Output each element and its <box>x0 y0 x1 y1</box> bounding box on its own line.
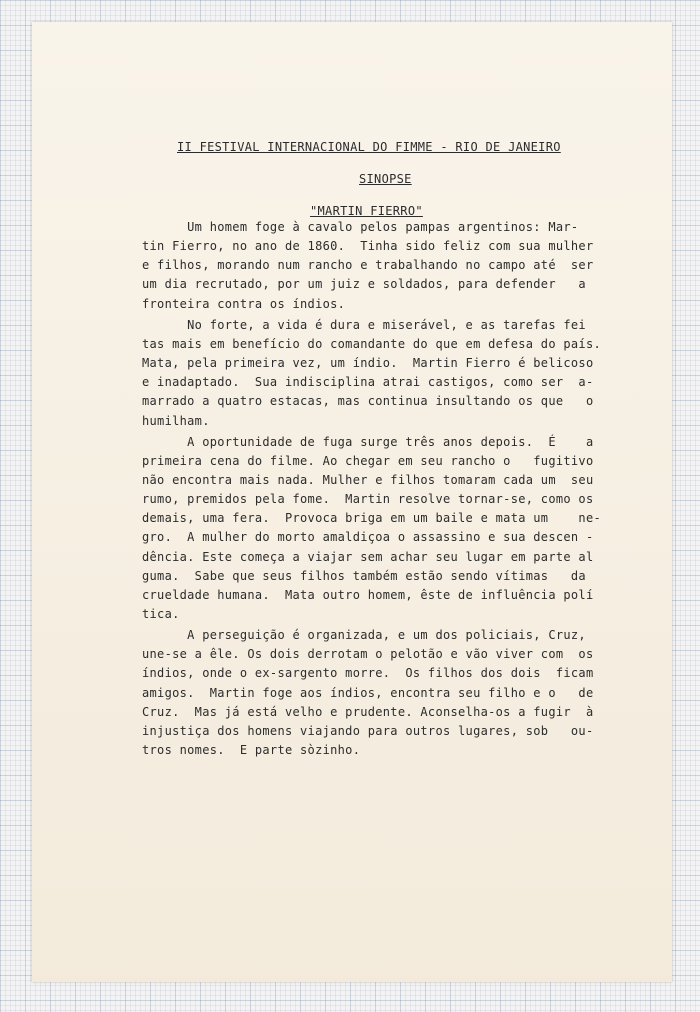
text-line: crueldade humana. Mata outro homem, êste de influência polí <box>142 587 594 602</box>
festival-heading: II FESTIVAL INTERNACIONAL DO FIMME - RIO DE JANEIRO <box>177 140 561 154</box>
film-title: "MARTIN FIERRO" <box>310 204 423 218</box>
text-line: dência. Este começa a viajar sem achar seu lugar em parte al <box>142 549 594 564</box>
text-line: e inadaptado. Sua indisciplina atrai castigos, como ser a- <box>142 375 594 390</box>
text-line: A oportunidade de fuga surge três anos depois. É a <box>142 434 594 449</box>
text-line: tin Fierro, no ano de 1860. Tinha sido feliz com sua mulher <box>142 239 594 254</box>
text-line: tas mais em benefício do comandante do que em defesa do país. <box>142 336 602 351</box>
text-line: tica. <box>142 607 180 621</box>
text-line: amigos. Martin foge aos índios, encontra seu filho e o de <box>142 685 594 700</box>
text-line: tros nomes. E parte sòzinho. <box>142 743 361 758</box>
text-line: guma. Sabe que seus filhos também estão sendo vítimas da <box>142 568 586 583</box>
text-line: um dia recrutado, por um juiz e soldados, para defender a <box>142 277 586 292</box>
text-line: rumo, premidos pela fome. Martin resolve tornar-se, como os <box>142 492 594 507</box>
text-line: Um homem foge à cavalo pelos pampas argentinos: Mar- <box>142 220 579 234</box>
text-line: injustiça dos homens viajando para outros lugares, sob ou- <box>142 723 594 738</box>
text-line: A perseguição é organizada, e um dos policiais, Cruz, <box>142 628 586 643</box>
text-line: fronteira contra os índios. <box>142 296 346 311</box>
text-line: índios, onde o ex-sargento morre. Os filhos dos dois ficam <box>142 666 594 681</box>
text-line: une-se a êle. Os dois derrotam o pelotão e vão viver com os <box>142 647 594 662</box>
text-line: humilham. <box>142 413 210 428</box>
text-line: não encontra mais nada. Mulher e filhos tomaram cada um seu <box>142 472 594 487</box>
text-line: primeira cena do filme. Ao chegar em seu rancho o fugitivo <box>142 453 594 468</box>
text-line: e filhos, morando num rancho e trabalhando no campo até ser <box>142 258 594 273</box>
text-line: Cruz. Mas já está velho e prudente. Aconselha-os a fugir à <box>142 704 594 719</box>
text-line: Mata, pela primeira vez, um índio. Martin Fierro é belicoso <box>142 356 594 371</box>
text-line: No forte, a vida é dura e miserável, e as tarefas fei <box>142 317 586 332</box>
text-line: marrado a quatro estacas, mas continua insultando os que o <box>142 394 594 409</box>
document-page <box>32 22 672 982</box>
text-line: demais, uma fera. Provoca briga em um baile e mata um ne- <box>142 511 602 526</box>
section-heading: SINOPSE <box>359 172 412 186</box>
text-line: gro. A mulher do morto amaldiçoa o assassino e sua descen - <box>142 530 594 545</box>
